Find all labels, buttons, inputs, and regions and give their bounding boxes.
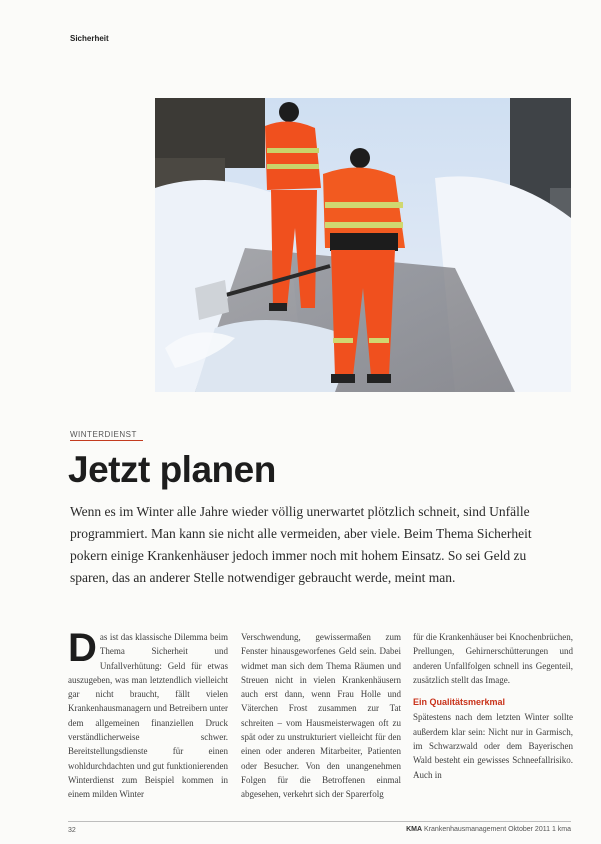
page-number: 32 <box>68 827 76 834</box>
drop-cap: D <box>68 626 97 670</box>
body-column-3 <box>413 630 573 782</box>
body-column-2: Verschwendung, gewissermaßen zum Fenster hinausgeworfenes Geld sein. Dabei widmet man sich dem Thema Räumen und Streuen nicht in vielen Krankenhäusern auch erst dann, wenn Frau Holle und Väterchen Frost zusammen zur Tat schreiten – vom Hausmeisterwagen oft zu spät oder zu unstrukturiert vielleicht für den einen oder anderen Mitarbeiter, Patienten oder Besucher. Von den unangenehmen Folgen für die Betroffenen einmal abgesehen, verkehrt sich der Sparerfolg <box>241 632 401 800</box>
publication-name: KMA <box>406 826 423 833</box>
section-label: Sicherheit <box>70 34 109 43</box>
article-lead: Wenn es im Winter alle Jahre wieder völlig unerwartet plötzlich schneit, sind Unfälle programmiert. Man kann sie nicht alle vermeiden, aber viele. Beim Thema Sicherheit pokern einige Krankenhäuser jedoch immer noch mit hohem Einsatz. So sei Geld zu sparen, das an anderer Stelle notwendiger gebraucht werde, meint man. <box>70 504 532 585</box>
issue-line: Krankenhausmanagement Oktober 2011 <box>424 826 550 833</box>
body-text-3b: Spätestens nach dem letzten Winter sollte außerdem klar sein: Nicht nur in Garmisch, im Schwarzwald oder dem Bayerischen Wald besteht ein gewisses Schneefallrisiko. Auch in <box>413 712 573 780</box>
article-photo <box>155 98 571 392</box>
body-text-1: as ist das klassische Dilemma beim Thema Sicherheit und Unfallverhütung: Geld für etwas auszugeben, was man letztendlich vielleicht gar nicht braucht, fällt vielen Krankenhausmanagern und Betreibern unter dem allgemeinen finanziellen Druck verständlicherweise schwer. Bereitstellungsdienste für einen wohldurchdachten und gut funktionierenden Winterdienst zum Beispiel kommen in einem milden Winter <box>68 632 228 800</box>
footer-divider <box>68 821 571 822</box>
article-kicker: WINTERDIENST <box>70 430 143 441</box>
body-text-3a: für die Krankenhäuser bei Knochenbrüchen, Prellungen, Gehirnerschütterungen und anderen Unfallfolgen schnell ins Gegenteil, zusätzlich stellt das Image. <box>413 632 573 685</box>
body-column-1 <box>68 626 228 802</box>
page-number-right: 1 kma <box>551 826 571 833</box>
article-title: Jetzt planen <box>68 449 276 490</box>
article-subhead: Ein Qualitätsmerkmal <box>413 697 506 708</box>
footer-publication <box>406 826 571 833</box>
